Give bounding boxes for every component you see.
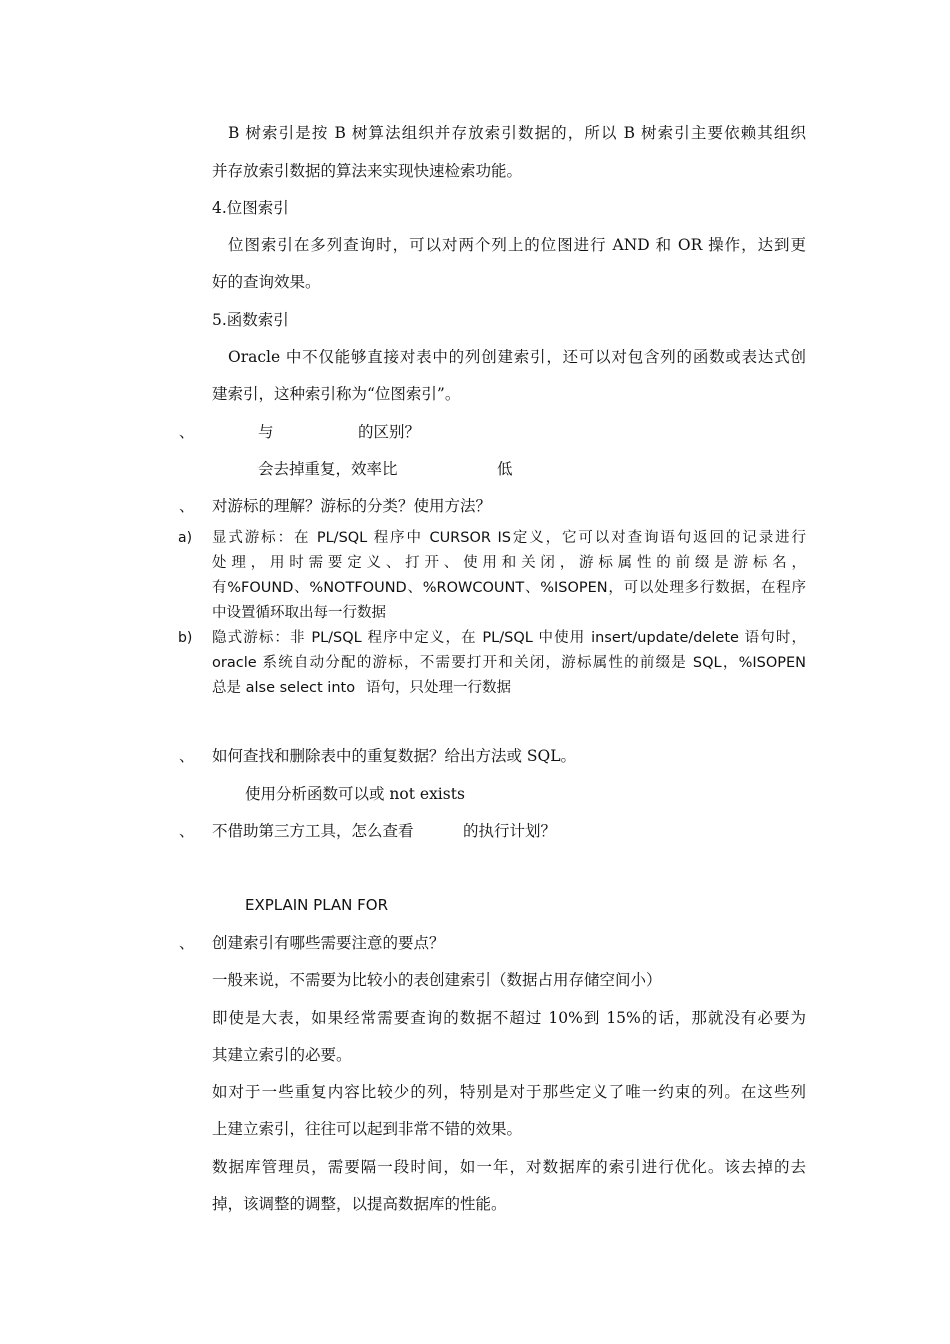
cursor-question-marker: 、 [179,497,195,515]
index-question: 创建索引有哪些需要注意的要点？ [212,934,445,952]
function-index-heading: 5.函数索引 [212,311,289,329]
index-line-4: 如对于一些重复内容比较少的列，特别是对于那些定义了唯一约束的列。在这些列 [212,1083,806,1101]
plan-code: EXPLAIN PLAN FOR [245,896,389,914]
function-index-line-1: Oracle 中不仅能够直接对表中的列创建索引，还可以对包含列的函数或表达式创 [228,348,806,366]
cursor-item-b-line-1: 隐式游标：非 PL/SQL 程序中定义，在 PL/SQL 中使用 insert/update/delete 语句时， [212,630,806,646]
bitmap-line-2: 好的查询效果。 [212,273,321,291]
duplicate-answer: 使用分析函数可以或 not exists [245,785,465,803]
cursor-item-a-label: a) [178,530,193,546]
plan-question-part-2: 的执行计划？ [463,822,557,840]
index-line-2: 即使是大表，如果经常需要查询的数据不超过 10%到 15%的话，那就没有必要为 [212,1009,806,1027]
duplicate-question-marker: 、 [179,747,195,765]
index-question-marker: 、 [179,934,195,952]
union-answer-part-2: 低 [497,460,513,478]
btree-line-1: B 树索引是按 B 树算法组织并存放索引数据的，所以 B 树索引主要依赖其组织 [228,124,806,142]
cursor-item-a-line-4: 中设置循环取出每一行数据 [212,605,386,621]
cursor-item-b-line-3: 总是 alse select into [212,680,356,696]
bitmap-line-1: 位图索引在多列查询时，可以对两个列上的位图进行 AND 和 OR 操作，达到更 [228,236,806,254]
bitmap-heading: 4.位图索引 [212,199,289,217]
cursor-question: 对游标的理解？游标的分类？使用方法？ [212,497,492,515]
plan-question-part-1: 不借助第三方工具，怎么查看 [212,822,414,840]
union-question-marker: 、 [179,423,195,441]
index-line-5: 上建立索引，往往可以起到非常不错的效果。 [212,1120,523,1138]
plan-question-marker: 、 [179,822,195,840]
cursor-item-b-line-2: oracle 系统自动分配的游标，不需要打开和关闭，游标属性的前缀是 SQL，%ISOPEN [212,655,806,671]
union-question-part-2: 的区别？ [358,423,421,441]
duplicate-question: 如何查找和删除表中的重复数据？给出方法或 SQL。 [212,747,577,765]
index-line-6: 数据库管理员，需要隔一段时间，如一年，对数据库的索引进行优化。该去掉的去 [212,1158,806,1176]
cursor-item-b-overlap: 语句，只处理一行数据 [366,680,511,696]
union-answer-part-1: 会去掉重复，效率比 [258,460,398,478]
cursor-item-b-label: b) [178,630,193,646]
cursor-item-a-line-3: 有%FOUND、%NOTFOUND、%ROWCOUNT、%ISOPEN，可以处理多行数据，在程序 [212,580,806,596]
index-line-1: 一般来说，不需要为比较小的表创建索引（数据占用存储空间小） [212,971,662,989]
union-question-part-1: 与 [258,423,274,441]
index-line-7: 掉，该调整的调整，以提高数据库的性能。 [212,1195,507,1213]
cursor-item-a-line-1: 显式游标：在 PL/SQL 程序中 CURSOR IS定义，它可以对查询语句返回的记录进行 [212,530,806,546]
btree-line-2: 并存放索引数据的算法来实现快速检索功能。 [212,162,523,180]
cursor-item-a-line-2: 处理，用时需要定义、打开、使用和关闭，游标属性的前缀是游标名， [212,555,806,571]
function-index-line-2: 建索引，这种索引称为“位图索引”。 [212,385,461,403]
index-line-3: 其建立索引的必要。 [212,1046,352,1064]
